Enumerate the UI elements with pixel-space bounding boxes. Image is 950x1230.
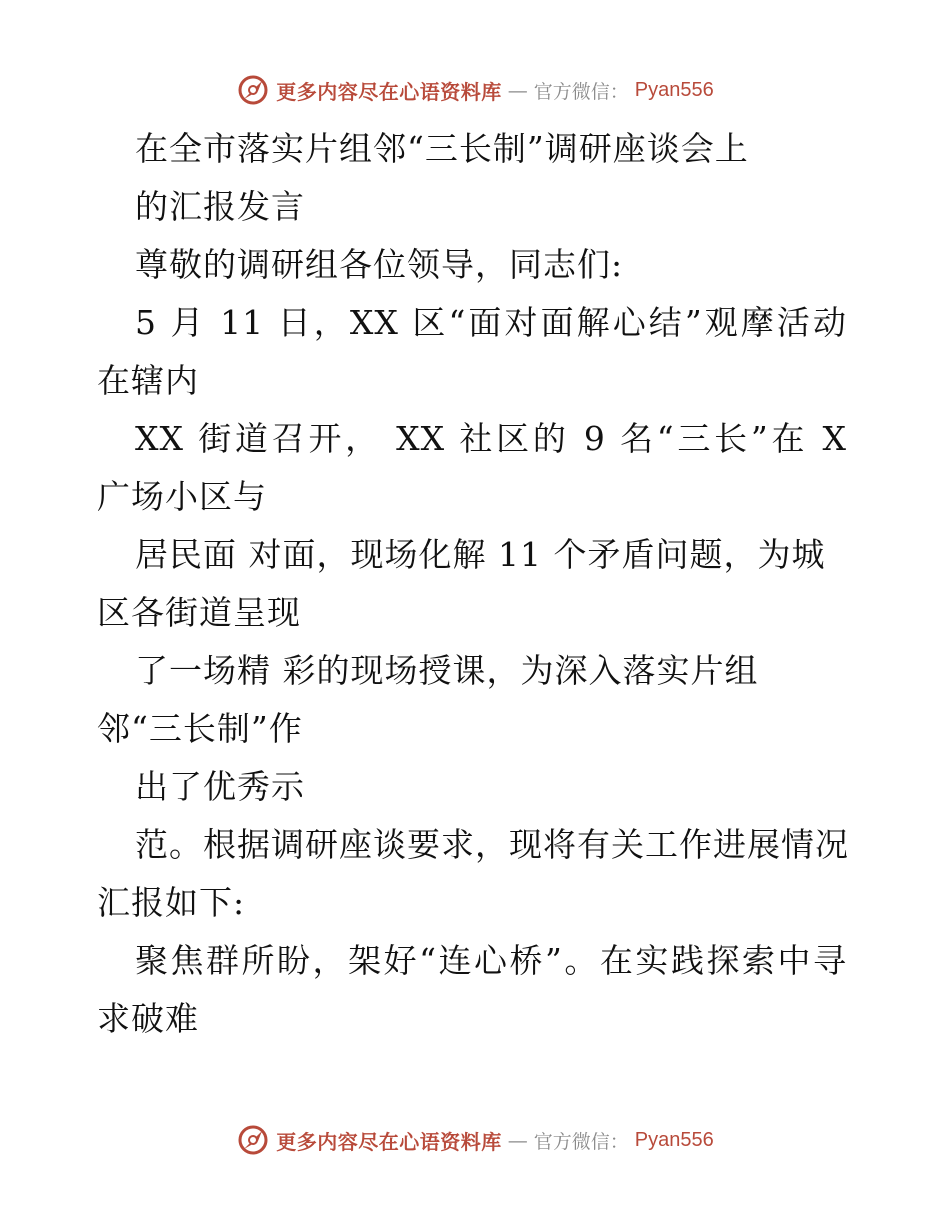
site-name: 更多内容尽在心语资料库 <box>276 1129 502 1154</box>
body-line: 范。根据调研座谈要求，现将有关工作进展情况 <box>135 825 849 864</box>
body-line: 在辖内 <box>97 361 199 400</box>
body-line: 出了优秀示 <box>135 767 305 806</box>
quill-logo-icon <box>236 73 270 107</box>
body-line: 居民面 对面，现场化解 11 个矛盾问题，为城 <box>135 535 826 574</box>
body-line: 了一场精 彩的现场授课，为深入落实片组 <box>135 651 759 690</box>
body-line: 区各街道呈现 <box>97 593 301 632</box>
body-line: 邻“三长制”作 <box>97 709 303 748</box>
body-line: 广场小区与 <box>97 477 267 516</box>
wechat-label: 官方微信： <box>533 1130 629 1153</box>
site-name: 更多内容尽在心语资料库 <box>276 79 502 104</box>
wechat-label: 官方微信： <box>533 80 629 103</box>
body-line: XX 街道召开， XX 社区的 9 名“三长”在 X <box>135 419 847 458</box>
body-line: 求破难 <box>97 999 199 1038</box>
header-watermark-banner <box>0 70 950 110</box>
footer-watermark-banner <box>0 1120 950 1160</box>
body-line: 5 月 11 日，XX 区“面对面解心结”观摩活动 <box>135 303 847 342</box>
document-title-line-1: 在全市落实片组邻“三长制”调研座谈会上 <box>135 129 749 168</box>
salutation: 尊敬的调研组各位领导，同志们: <box>135 245 624 284</box>
body-line: 聚焦群所盼，架好“连心桥”。在实践探索中寻 <box>135 941 847 980</box>
document-title-line-2: 的汇报发言 <box>135 187 305 226</box>
body-line: 汇报如下: <box>97 883 246 922</box>
wechat-id: Pyan556 <box>634 78 714 101</box>
quill-logo-icon <box>236 1123 270 1157</box>
wechat-id: Pyan556 <box>634 1128 714 1151</box>
banner-dash: — <box>507 78 528 102</box>
banner-dash: — <box>507 1128 528 1152</box>
